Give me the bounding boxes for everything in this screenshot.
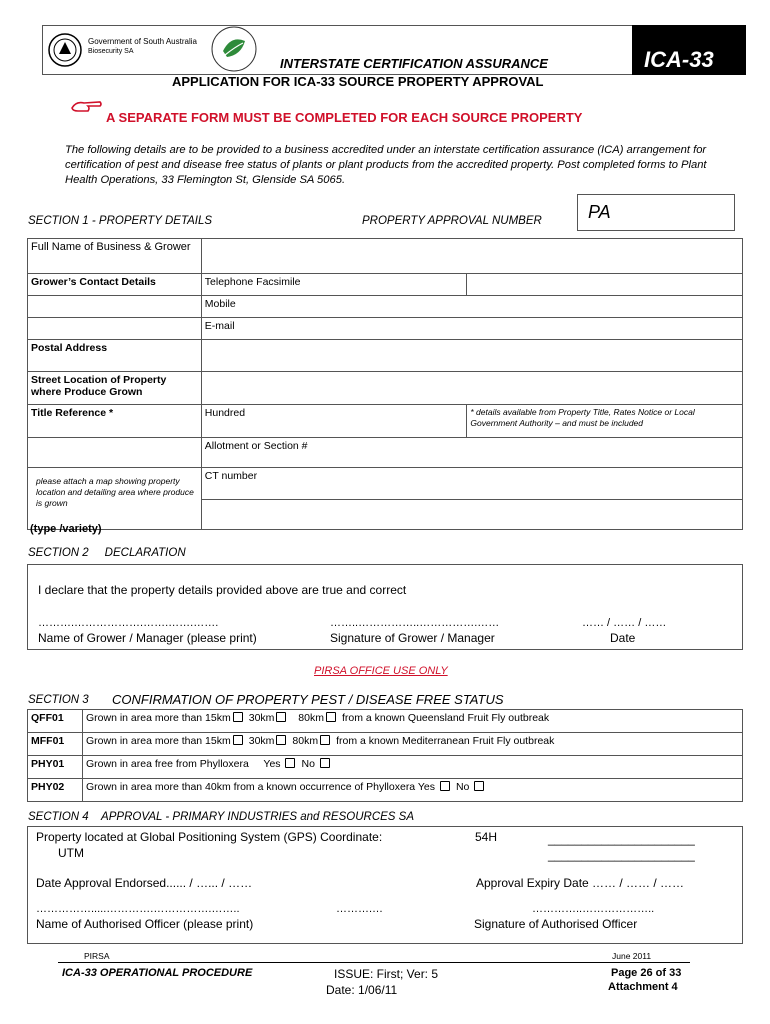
- mff01-80km-label: 80km: [292, 735, 319, 747]
- phy02-no-checkbox[interactable]: [474, 781, 484, 791]
- phy02-code: PHY02: [28, 779, 83, 802]
- mff01-15km-checkbox[interactable]: [233, 735, 243, 745]
- footer-issue-date: Date: 1/06/11: [326, 983, 398, 997]
- phy01-text: Grown in area free from Phylloxera: [86, 758, 249, 770]
- grower-signature-label: Signature of Grower / Manager: [330, 631, 495, 645]
- mff01-row: [83, 733, 743, 756]
- footer-org: PIRSA: [84, 951, 110, 961]
- map-note: please attach a map showing property location and detailing area where produce is grown: [36, 476, 194, 508]
- gps-line-2[interactable]: ______________________: [548, 848, 695, 862]
- mff01-text: Grown in area more than 15km: [86, 735, 231, 747]
- office-use-heading: PIRSA OFFICE USE ONLY: [314, 665, 448, 677]
- approval-number-label: PROPERTY APPROVAL NUMBER: [362, 215, 542, 227]
- qff01-code: QFF01: [28, 710, 83, 733]
- section4-title: SECTION 4 APPROVAL - PRIMARY INDUSTRIES and RESOURCES SA: [28, 811, 414, 823]
- section2-title: SECTION 2 DECLARATION: [28, 547, 186, 559]
- hundred-field[interactable]: Hundred: [201, 405, 467, 438]
- declaration-text: I declare that the property details provided above are true and correct: [38, 583, 407, 597]
- property-details-table: [27, 238, 743, 530]
- ica-badge-logo: [201, 25, 267, 73]
- qff01-row: [83, 710, 743, 733]
- qff01-80km-label: 80km: [298, 712, 324, 724]
- footer-issue: ISSUE: First; Ver: 5: [334, 967, 439, 981]
- variety-label: (type /variety): [30, 523, 102, 535]
- gps-zone: 54H: [475, 830, 498, 844]
- phy01-code: PHY01: [28, 756, 83, 779]
- form-code: ICA-33: [632, 25, 746, 75]
- grower-name-label: Name of Grower / Manager (please print): [38, 631, 257, 645]
- phy01-no-label: No: [301, 758, 315, 770]
- form-title: INTERSTATE CERTIFICATION ASSURANCE: [280, 56, 548, 71]
- declaration-date-label: Date: [610, 631, 636, 645]
- grower-name-line[interactable]: ……….……………….…….…….…….: [38, 617, 219, 629]
- mff01-code: MFF01: [28, 733, 83, 756]
- qff01-30km-label: 30km: [248, 712, 275, 724]
- government-line1: Government of South Australia: [88, 37, 197, 46]
- form-subtitle: APPLICATION FOR ICA-33 SOURCE PROPERTY APPROVAL: [172, 74, 544, 89]
- government-line2: Biosecurity SA: [88, 48, 134, 55]
- qff01-text: Grown in area more than 15km: [86, 712, 231, 724]
- contact-blank-2: [28, 318, 202, 340]
- qff01-80km-checkbox[interactable]: [326, 712, 336, 722]
- telephone-field[interactable]: Telephone Facsimile: [201, 274, 467, 296]
- phy02-text: Grown in area more than 40km from a known occurrence of Phylloxera Yes: [86, 781, 436, 793]
- title-blank: [28, 438, 202, 468]
- government-crest-icon: [47, 32, 83, 68]
- email-field[interactable]: E-mail: [201, 318, 742, 340]
- section1-title: SECTION 1 - PROPERTY DETAILS: [28, 215, 213, 227]
- contact-label: Grower’s Contact Details: [28, 274, 202, 296]
- phy01-yes-checkbox[interactable]: [285, 758, 295, 768]
- mff01-80km-checkbox[interactable]: [320, 735, 330, 745]
- qff01-30km-checkbox[interactable]: [276, 712, 286, 722]
- officer-name-label: Name of Authorised Officer (please print): [36, 917, 254, 931]
- expiry-date-field[interactable]: Approval Expiry Date …… / …… / ……: [476, 876, 685, 890]
- footer-attachment: Attachment 4: [608, 981, 678, 993]
- date-endorsed-field[interactable]: Date Approval Endorsed...... / …... / ……: [36, 876, 253, 890]
- footer-date: June 2011: [612, 951, 652, 961]
- gps-line-1[interactable]: ______________________: [548, 832, 695, 846]
- variety-field[interactable]: [201, 500, 742, 530]
- postal-address-field[interactable]: [201, 340, 742, 372]
- phy01-yes-label: Yes: [263, 758, 281, 770]
- section3-label: SECTION 3: [28, 694, 89, 706]
- qff01-suffix: from a known Queensland Fruit Fly outbreak: [341, 712, 550, 724]
- intro-text: The following details are to be provided to a business accredited under an interstate certification assurance (ICA) arrangement for certification of pest and disease free status of plants or plant products from the accredited property. Post completed forms to Plant Health Operations, 33 Flemington St, Glenside SA 5065.: [65, 144, 707, 186]
- phy02-row: [83, 779, 743, 802]
- mff01-30km-checkbox[interactable]: [276, 735, 286, 745]
- officer-mid-line[interactable]: ……….…: [336, 903, 384, 915]
- section3-title: CONFIRMATION OF PROPERTY PEST / DISEASE FREE STATUS: [112, 692, 504, 707]
- officer-signature-label: Signature of Authorised Officer: [474, 917, 638, 931]
- phy02-no-label: No: [455, 781, 470, 793]
- phy01-row: [83, 756, 743, 779]
- officer-name-line[interactable]: …………….....………….…………….……..: [36, 903, 240, 915]
- status-table: [27, 709, 743, 802]
- mff01-suffix: from a known Mediterranean Fruit Fly outbreak: [336, 735, 555, 747]
- utm-label: UTM: [58, 846, 84, 860]
- footer-procedure: ICA-33 OPERATIONAL PROCEDURE: [62, 967, 253, 979]
- mobile-field[interactable]: Mobile: [201, 296, 742, 318]
- street-location-label: Street Location of Property where Produce Grown: [28, 372, 202, 405]
- footer-page: Page 26 of 33: [611, 967, 682, 979]
- contact-blank-1: [28, 296, 202, 318]
- government-label: [88, 37, 197, 57]
- qff01-15km-checkbox[interactable]: [233, 712, 243, 722]
- postal-address-label: Postal Address: [28, 340, 202, 372]
- title-reference-label: Title Reference *: [28, 405, 202, 438]
- phy01-no-checkbox[interactable]: [320, 758, 330, 768]
- approval-number-field[interactable]: [577, 194, 735, 231]
- officer-signature-line[interactable]: …………..………………..: [532, 903, 655, 915]
- footer-rule: [58, 962, 690, 963]
- grower-signature-line[interactable]: ……..……………..…………….……: [330, 617, 500, 629]
- street-location-field[interactable]: [201, 372, 742, 405]
- pointing-hand-icon: [70, 98, 102, 114]
- ct-number-field[interactable]: CT number: [201, 468, 742, 500]
- gps-label: Property located at Global Positioning System (GPS) Coordinate:: [36, 830, 383, 844]
- separate-form-notice: A SEPARATE FORM MUST BE COMPLETED FOR EACH SOURCE PROPERTY: [106, 110, 583, 125]
- full-name-field[interactable]: [201, 239, 742, 274]
- declaration-date-line[interactable]: …… / …… / ……: [582, 617, 667, 629]
- approval-prefix: PA: [588, 202, 611, 222]
- map-cell: [28, 468, 202, 530]
- mff01-30km-label: 30km: [248, 735, 275, 747]
- facsimile-field[interactable]: [467, 274, 743, 296]
- full-name-label: Full Name of Business & Grower: [28, 239, 202, 274]
- title-note: * details available from Property Title, Rates Notice or Local Government Authority – and must be included: [467, 405, 743, 438]
- allotment-field[interactable]: Allotment or Section #: [201, 438, 742, 468]
- phy02-yes-checkbox[interactable]: [440, 781, 450, 791]
